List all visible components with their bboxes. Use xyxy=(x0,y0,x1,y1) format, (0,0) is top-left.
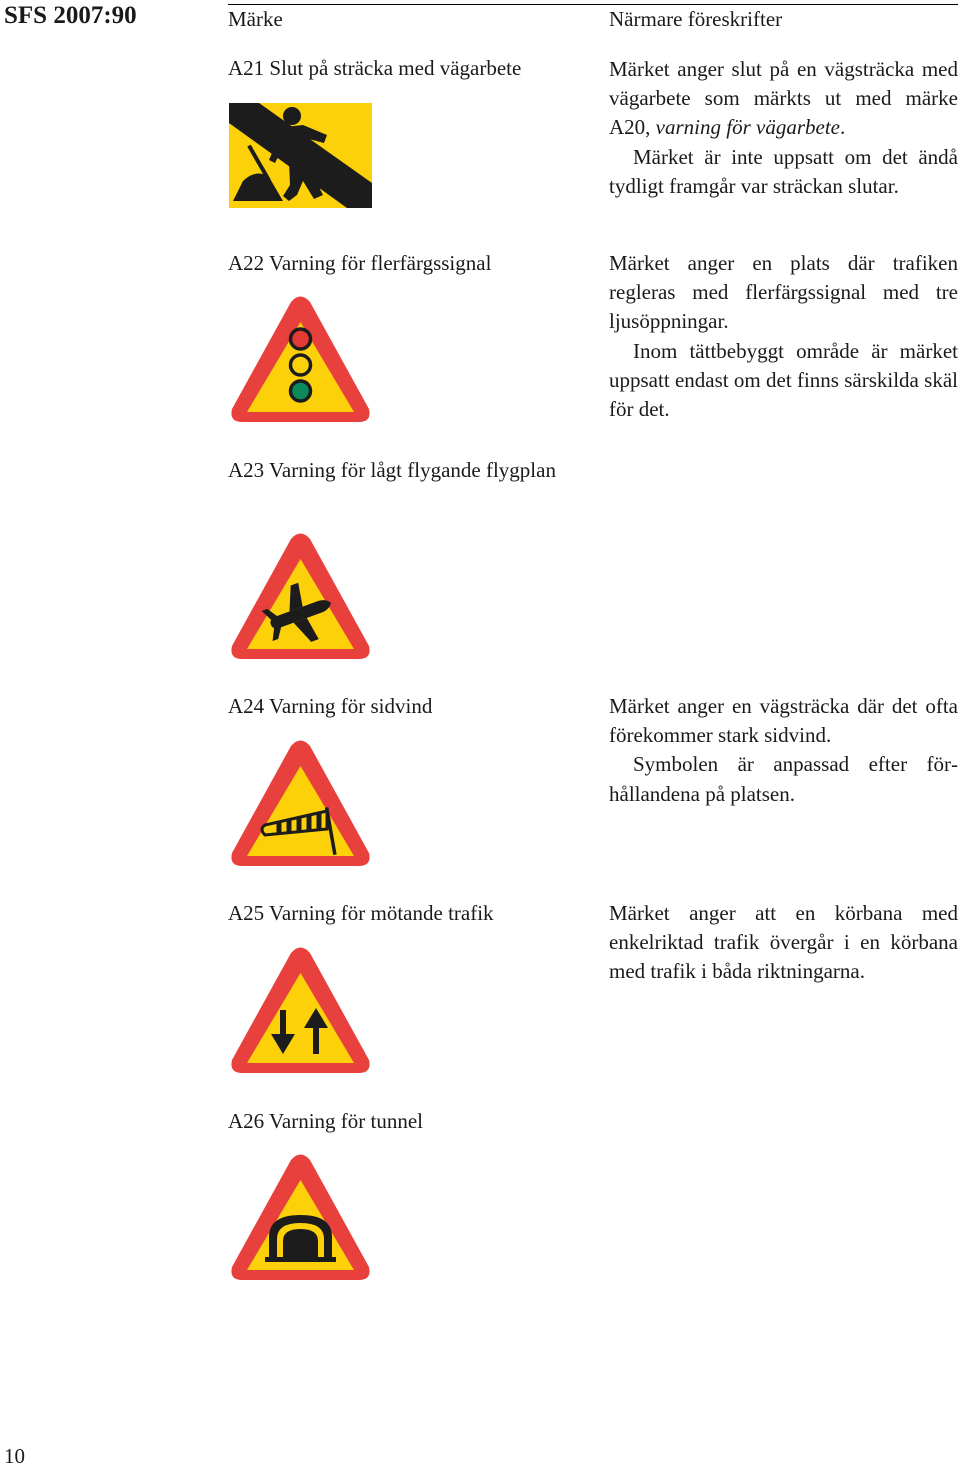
sign-label-a24: A24 Varning för sidvind xyxy=(228,694,433,718)
rules-a25-paragraph-1: Märket anger att en körbana med enkelriktad trafik övergår i en körbana med trafik i båda riktningarna. xyxy=(609,901,958,984)
sign-label-a23: A23 Varning för lågt flygande flygplan xyxy=(228,458,556,482)
header-rule xyxy=(228,4,958,5)
column-heading-sign: Märke xyxy=(228,7,283,31)
sign-label-a22: A22 Varning för flerfärgssignal xyxy=(228,251,492,275)
rules-a22-paragraph-2: Inom tättbebyggt område är märket uppsatt endast om det finns särskilda skäl för det. xyxy=(609,338,958,422)
rules-a21-paragraph-2: Märket är inte uppsatt om det ändå tydligt framgår var sträckan slutar. xyxy=(609,144,958,198)
sign-label-a21: A21 Slut på sträcka med vägarbete xyxy=(228,56,522,80)
column-heading-rules: Närmare föreskrifter xyxy=(609,7,783,31)
rules-a22 xyxy=(609,249,958,424)
crosswind-warning-sign-icon xyxy=(229,739,372,870)
low-flying-aircraft-warning-sign-icon xyxy=(229,532,372,663)
end-of-roadworks-sign-icon xyxy=(229,103,372,208)
document-number: SFS 2007:90 xyxy=(4,2,137,29)
rules-a25 xyxy=(609,899,958,987)
sign-reference-a20: varning för vägarbete xyxy=(655,115,840,140)
rules-a21 xyxy=(609,55,958,201)
sign-label-a26: A26 Varning för tunnel xyxy=(228,1109,423,1133)
rules-a24 xyxy=(609,692,958,809)
rules-a24-paragraph-1: Märket anger en vägsträcka där det ofta förekommer stark sidvind. xyxy=(609,694,958,748)
tunnel-warning-sign-icon xyxy=(229,1153,372,1284)
sign-label-a25: A25 Varning för mötande trafik xyxy=(228,901,494,925)
traffic-signal-warning-sign-icon xyxy=(229,295,372,426)
rules-a24-paragraph-2: Symbolen är anpassad efter förhållandena på platsen. xyxy=(609,752,958,806)
two-way-traffic-warning-sign-icon xyxy=(229,946,372,1077)
rules-a22-paragraph-1: Märket anger en plats där trafiken regleras med flerfärgssignal med tre ljusöppningar. xyxy=(609,251,958,334)
page-number: 10 xyxy=(4,1444,25,1468)
rules-a21-paragraph-1: Märket anger slut på en vägsträcka med vägarbete som märkts ut med märke A20, varning för vägarbete. xyxy=(609,57,958,140)
